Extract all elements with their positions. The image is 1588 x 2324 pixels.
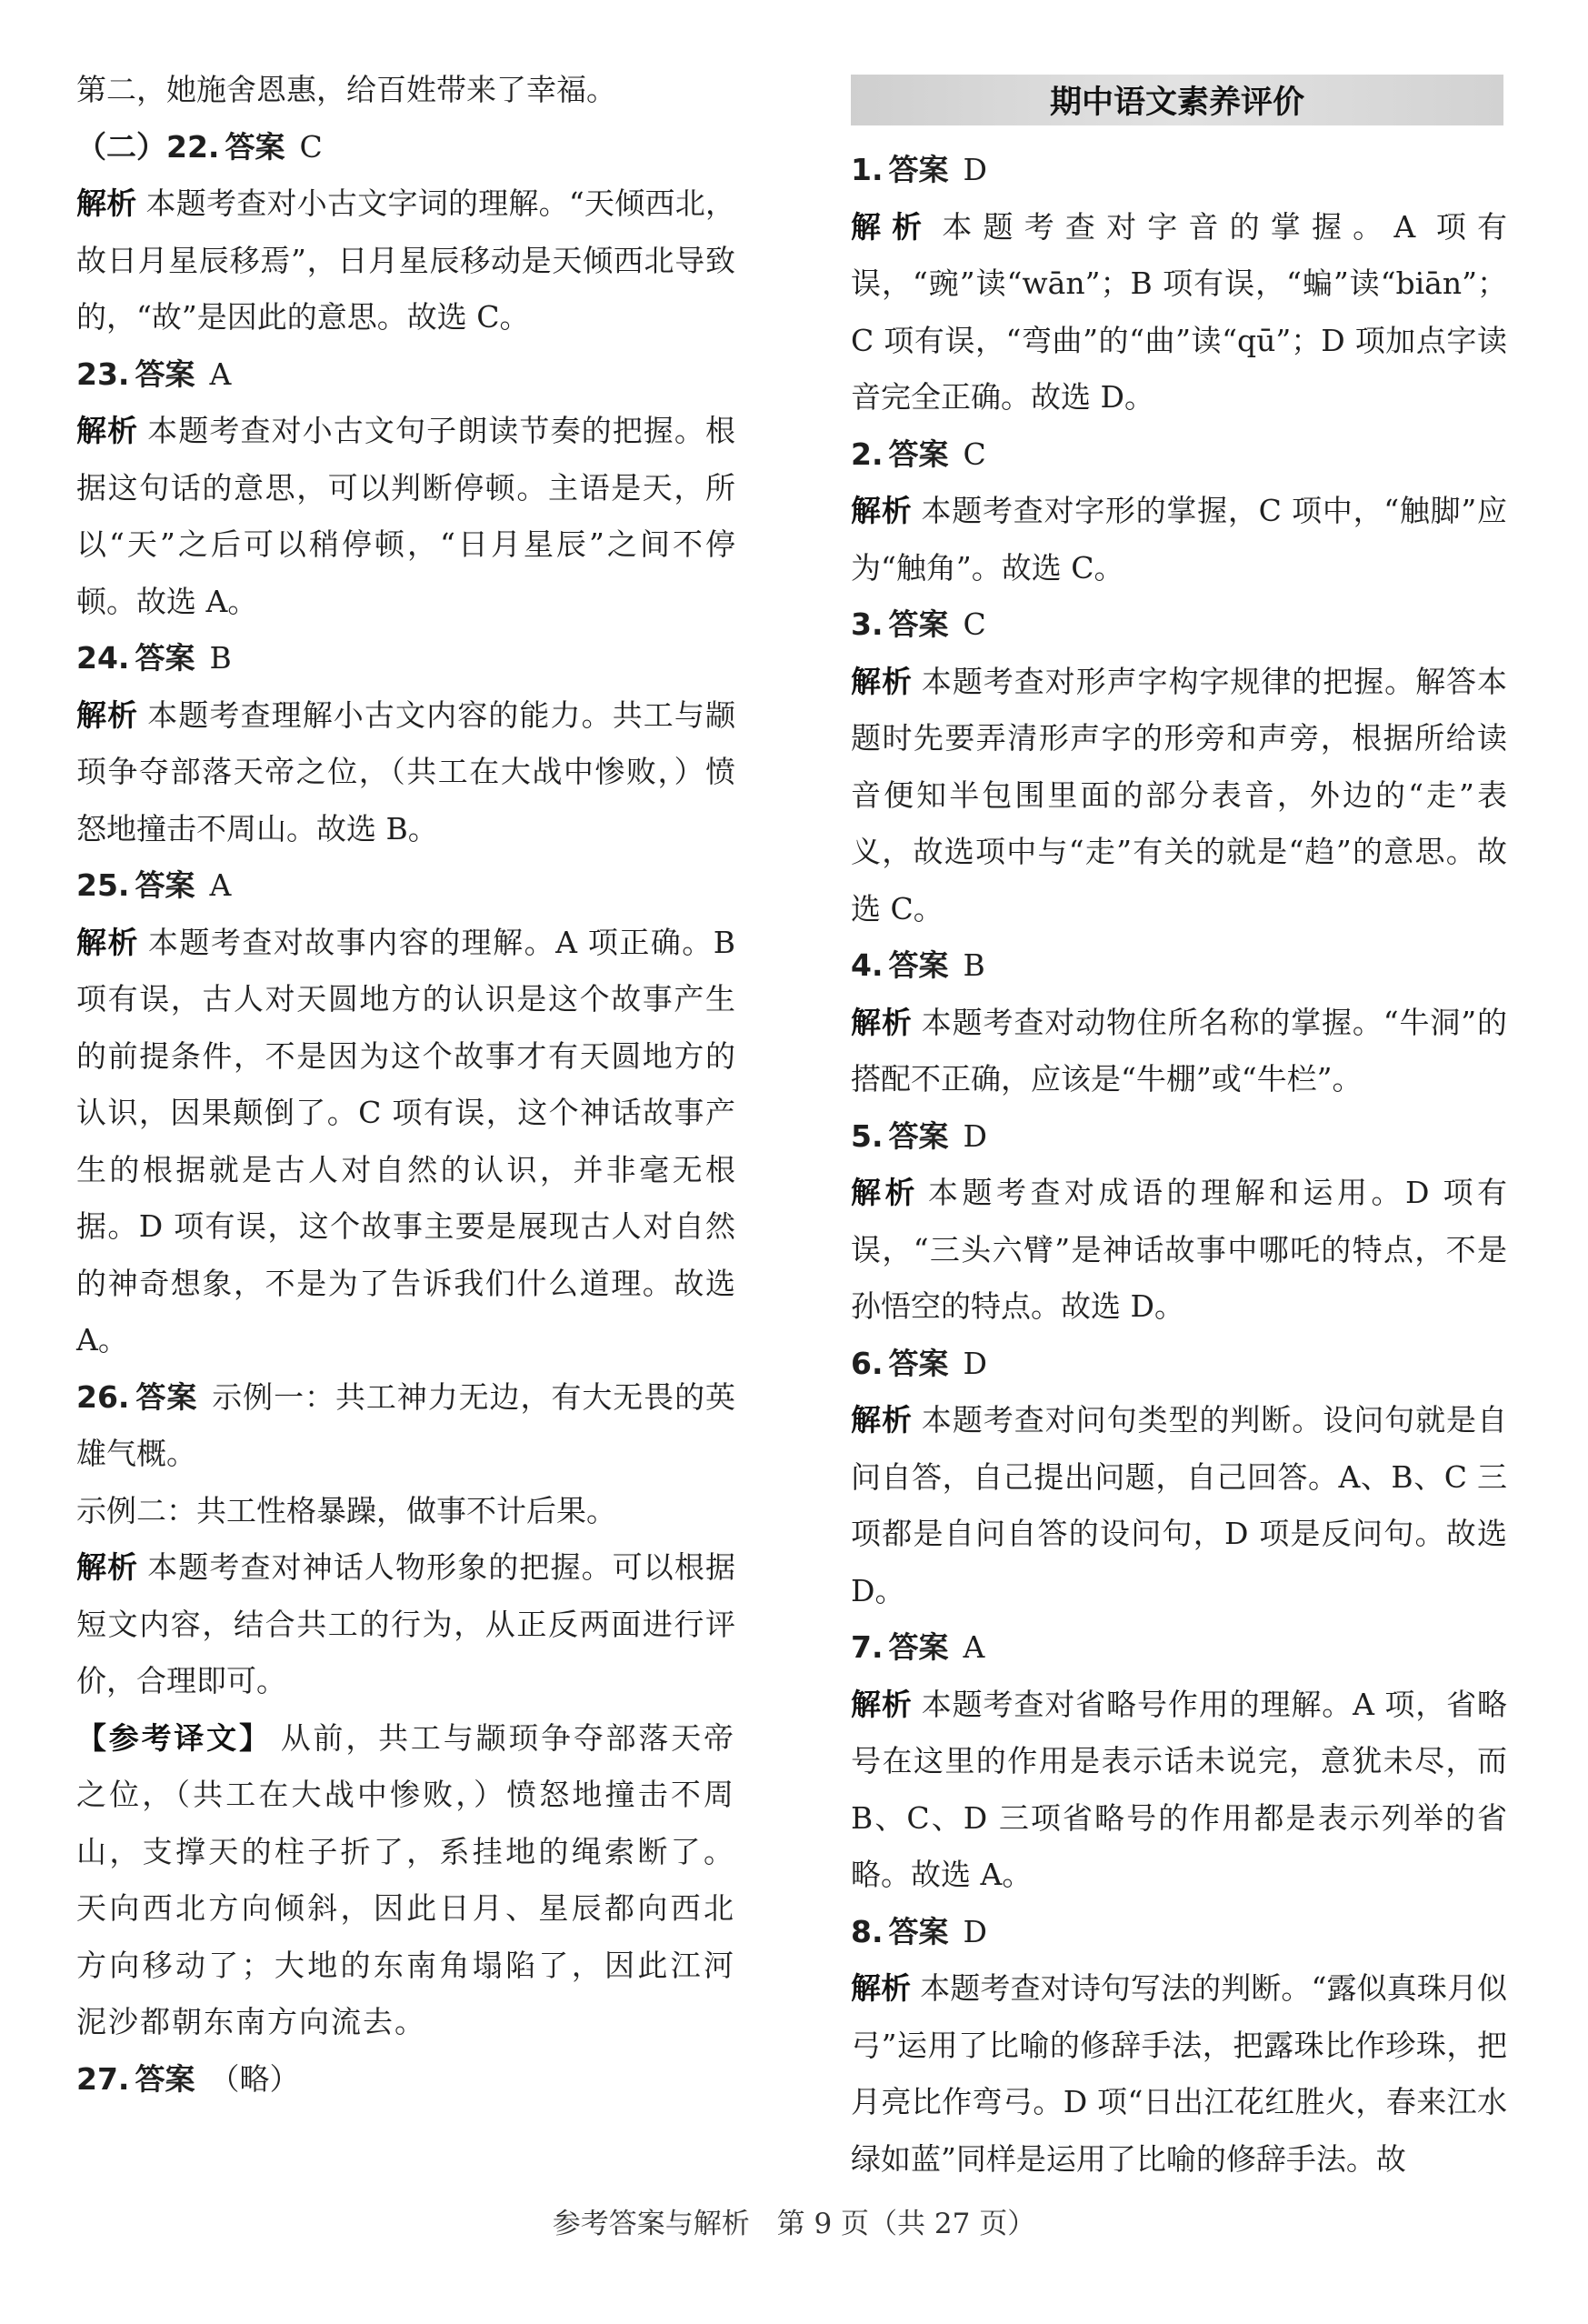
analysis-paragraph bbox=[851, 483, 1507, 596]
question-number: 6. bbox=[851, 1345, 884, 1381]
answer-line bbox=[851, 1108, 1507, 1166]
translation-paragraph bbox=[76, 1710, 735, 2051]
answer-value: B bbox=[209, 640, 232, 676]
analysis-text: 本题考查对形声字构字规律的把握。解答本题时先要弄清形声字的形旁和声旁，根据所给读音便知半包围里面的部分表音，外边的“走”表义，故选项中与“走”有关的就是“趋”的意思。故选 C。 bbox=[851, 663, 1508, 927]
question-number: 7. bbox=[851, 1629, 884, 1665]
analysis-label: 解析 bbox=[851, 1970, 912, 2006]
analysis-label: 解析 bbox=[76, 413, 139, 448]
question-number: （二）22. bbox=[76, 128, 220, 165]
answer-label: 答案 bbox=[888, 1345, 949, 1381]
answer-value: C bbox=[299, 128, 323, 165]
analysis-paragraph bbox=[76, 175, 735, 346]
analysis-label: 解析 bbox=[76, 185, 137, 221]
question-number: 24. bbox=[76, 640, 130, 676]
analysis-text: 本题考查对诗句写法的判断。“露似真珠月似弓”运用了比喻的修辞手法，把露珠比作珍珠，把月亮比作弯弓。D 项“日出江花红胜火，春来江水绿如蓝”同样是运用了比喻的修辞手法。故 bbox=[851, 1970, 1507, 2177]
answer-value: D bbox=[963, 1117, 987, 1154]
analysis-label: 解析 bbox=[851, 208, 934, 245]
answer-label: 答案 bbox=[888, 436, 949, 472]
answer-line bbox=[851, 1904, 1507, 1961]
answer-value: C bbox=[963, 436, 986, 472]
answer-label: 答案 bbox=[888, 1913, 949, 1949]
answer-label: 答案 bbox=[135, 867, 195, 903]
paragraph-text: 示例二：共工性格暴躁，做事不计后果。 bbox=[76, 1492, 616, 1528]
question-number: 3. bbox=[851, 606, 884, 642]
analysis-paragraph bbox=[851, 1165, 1507, 1336]
analysis-paragraph bbox=[851, 199, 1507, 426]
answer-line bbox=[851, 596, 1507, 654]
footer-page-number: 第 9 页（共 27 页） bbox=[776, 2208, 1036, 2240]
analysis-paragraph bbox=[76, 687, 735, 858]
analysis-label: 解析 bbox=[76, 1549, 139, 1585]
analysis-label: 解析 bbox=[851, 1004, 913, 1040]
question-number: 1. bbox=[851, 152, 884, 187]
analysis-label: 解析 bbox=[76, 924, 139, 960]
answer-label: 答案 bbox=[888, 606, 949, 642]
analysis-text: 本题考查理解小古文内容的能力。共工与颛顼争夺部落天帝之位，（共工在大战中惨败，）愤怒地撞击不周山。故选 B。 bbox=[76, 696, 736, 846]
answer-label: 答案 bbox=[888, 947, 949, 983]
analysis-paragraph bbox=[851, 995, 1507, 1108]
question-number: 4. bbox=[851, 947, 884, 983]
answer-value: （略） bbox=[209, 2060, 300, 2097]
answer-value: C bbox=[963, 606, 986, 642]
analysis-paragraph bbox=[76, 1539, 735, 1710]
question-number: 2. bbox=[851, 436, 884, 472]
answer-line bbox=[851, 1336, 1507, 1393]
answer-line bbox=[851, 1619, 1507, 1677]
answer-line bbox=[851, 426, 1507, 484]
page-footer bbox=[0, 2200, 1588, 2241]
answer-line bbox=[76, 119, 735, 176]
answer-value: B bbox=[963, 947, 985, 983]
analysis-paragraph bbox=[851, 654, 1507, 938]
analysis-label: 解析 bbox=[851, 493, 913, 528]
analysis-text: 本题考查对字音的掌握。A 项有误，“豌”读“wān”；B 项有误，“蝙”读“biān”；C 项有误，“弯曲”的“曲”读“qū”；D 项加点字读音完全正确。故选 D。 bbox=[851, 208, 1507, 415]
answer-value: A bbox=[963, 1629, 985, 1665]
footer-title: 参考答案与解析 bbox=[552, 2208, 750, 2240]
answer-line bbox=[851, 937, 1507, 995]
question-number: 5. bbox=[851, 1117, 884, 1154]
answer-label: 答案 bbox=[135, 356, 195, 392]
answer-value: D bbox=[963, 1913, 987, 1949]
translation-text: 从前，共工与颛顼争夺部落天帝之位，（共工在大战中惨败，）愤怒地撞击不周山，支撑天的柱子折了，系挂地的绳索断了。天向西北方向倾斜，因此日月、星辰都向西北方向移动了；大地的东南角塌陷了，因此江河泥沙都朝东南方向流去。 bbox=[76, 1719, 736, 2039]
analysis-text: 本题考查对问句类型的判断。设问句就是自问自答，自己提出问题，自己回答。A、B、C 三项都是自问自答的设问句，D 项是反问句。故选 D。 bbox=[851, 1402, 1508, 1608]
analysis-paragraph bbox=[851, 1960, 1507, 2188]
answer-label: 答案 bbox=[225, 128, 285, 165]
analysis-label: 解析 bbox=[851, 1175, 920, 1210]
answer-line bbox=[851, 142, 1507, 199]
answer-label: 答案 bbox=[135, 1378, 198, 1415]
analysis-text: 本题考查对神话人物形象的把握。可以根据短文内容，结合共工的行为，从正反两面进行评价，合理即可。 bbox=[76, 1549, 736, 1698]
analysis-text: 本题考查对小古文句子朗读节奏的把握。根据这句话的意思，可以判断停顿。主语是天，所以“天”之后可以稍停顿，“日月星辰”之间不停顿。故选 A。 bbox=[76, 413, 736, 619]
analysis-paragraph bbox=[76, 403, 735, 630]
analysis-paragraph bbox=[851, 1392, 1507, 1619]
analysis-label: 解析 bbox=[851, 1686, 913, 1722]
analysis-text: 本题考查对成语的理解和运用。D 项有误，“三头六臂”是神话故事中哪吒的特点，不是孙悟空的特点。故选 D。 bbox=[851, 1175, 1508, 1324]
text-paragraph bbox=[76, 62, 735, 119]
answer-label: 答案 bbox=[135, 640, 195, 676]
paragraph-text: 第二，她施舍恩惠，给百姓带来了幸福。 bbox=[76, 72, 616, 107]
analysis-label: 解析 bbox=[76, 696, 139, 733]
answer-line bbox=[76, 630, 735, 687]
question-number: 25. bbox=[76, 867, 130, 903]
answer-value: 示例一：共工神力无边，有大无畏的英雄气概。 bbox=[76, 1378, 736, 1471]
answer-label: 答案 bbox=[888, 1117, 949, 1154]
answer-value: A bbox=[209, 867, 232, 903]
answer-label: 答案 bbox=[888, 1629, 949, 1665]
answer-value: A bbox=[209, 356, 232, 392]
analysis-text: 本题考查对小古文字词的理解。“天倾西北，故日月星辰移焉”，日月星辰移动是天倾西北导致的，“故”是因此的意思。故选 C。 bbox=[76, 185, 736, 335]
section-title: 期中语文素养评价 bbox=[851, 75, 1503, 125]
left-column bbox=[76, 62, 735, 2108]
analysis-text: 本题考查对动物住所名称的掌握。“牛洞”的搭配不正确，应该是“牛棚”或“牛栏”。 bbox=[851, 1004, 1508, 1097]
answer-line bbox=[76, 2051, 735, 2109]
analysis-label: 解析 bbox=[851, 663, 913, 699]
analysis-text: 本题考查对字形的掌握，C 项中，“触脚”应为“触角”。故选 C。 bbox=[851, 493, 1508, 586]
answer-value: D bbox=[963, 1345, 987, 1381]
answer-value: D bbox=[963, 152, 987, 187]
analysis-paragraph bbox=[76, 915, 735, 1369]
analysis-text: 本题考查对故事内容的理解。A 项正确。B 项有误，古人对天圆地方的认识是这个故事产生的前提条件，不是因为这个故事才有天圆地方的认识，因果颠倒了。C 项有误，这个神话故事产生的根据就是古人对自然的认识，并非毫无根据。D 项有误，这个故事主要是展现古人对自然的神奇想象，不是为了告诉我们什么道理。故选 A。 bbox=[76, 924, 736, 1357]
answer-line bbox=[76, 1369, 735, 1483]
analysis-text: 本题考查对省略号作用的理解。A 项，省略号在这里的作用是表示话未说完，意犹未尽，而 B、C、D 三项省略号的作用都是表示列举的省略。故选 A。 bbox=[851, 1686, 1508, 1892]
question-number: 27. bbox=[76, 2060, 130, 2097]
answer-label: 答案 bbox=[135, 2060, 195, 2097]
text-paragraph bbox=[76, 1483, 735, 1540]
answer-label: 答案 bbox=[888, 152, 949, 187]
answer-line bbox=[76, 346, 735, 404]
translation-label: 【参考译文】 bbox=[76, 1719, 272, 1756]
question-number: 8. bbox=[851, 1913, 884, 1949]
answer-line bbox=[76, 857, 735, 915]
analysis-label: 解析 bbox=[851, 1402, 913, 1437]
analysis-paragraph bbox=[851, 1677, 1507, 1904]
right-column bbox=[851, 142, 1507, 2188]
question-number: 23. bbox=[76, 356, 130, 392]
question-number: 26. bbox=[76, 1378, 130, 1415]
